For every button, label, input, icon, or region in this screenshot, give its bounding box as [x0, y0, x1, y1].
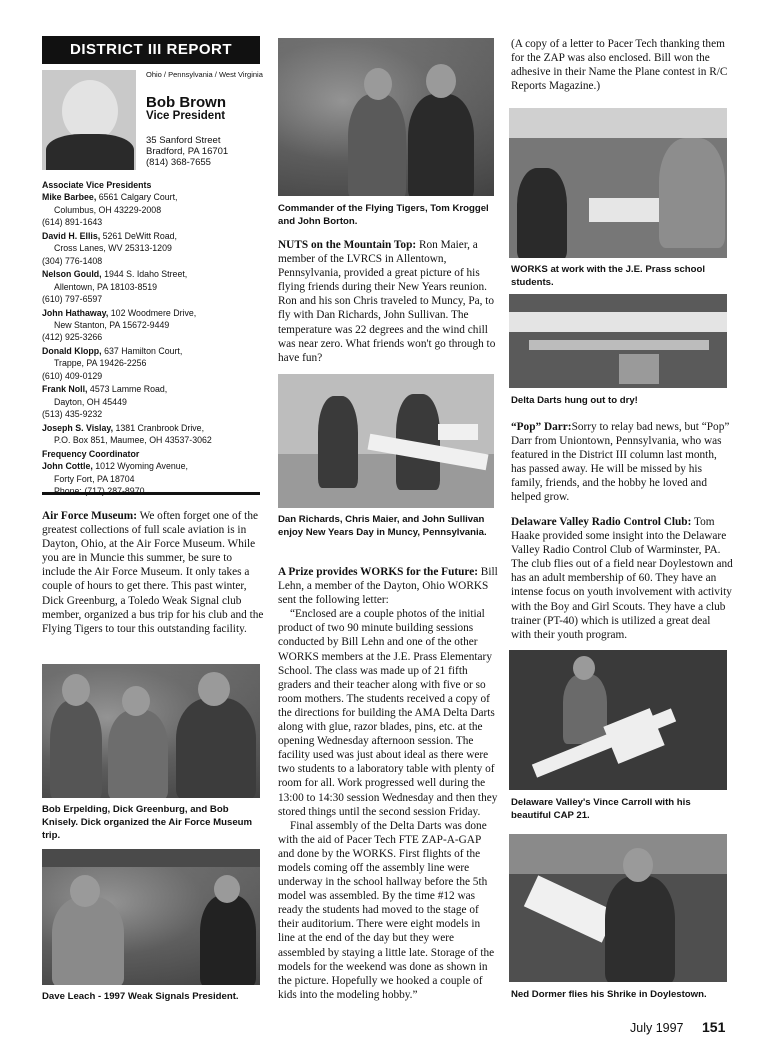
delaware-valley-text: Tom Haake provided some insight into the Delaware Valley Radio Control Club of Warminster, PA. The club flies out of a field near Doylestown and has an adult membership of 60. They have an intense focus on youth involvement with activity with the Boy and Girl Scouts. They have a club trainer (PT-40) which is utilized a great deal with their youth program.: [511, 516, 733, 641]
pop-darr-article: [511, 420, 733, 505]
vince-carroll-caption: Delaware Valley's Vince Carroll with his beautiful CAP 21.: [511, 797, 691, 821]
associate-vp-entry: [42, 345, 262, 382]
associate-vp-street: 4573 Lamme Road,: [89, 384, 168, 395]
associate-vp-city: Dayton, OH 45449: [54, 396, 127, 407]
associate-vp-phone: (614) 891-1643: [42, 217, 103, 228]
frequency-coordinator-city: Forty Fort, PA 18704: [54, 473, 135, 484]
associate-vp-list: [42, 179, 262, 499]
frequency-coordinator-heading: Frequency Coordinator: [42, 448, 140, 459]
vp-phone: (814) 368-7655: [146, 157, 211, 168]
associate-vp-entry: [42, 268, 262, 305]
new-years-muncy-caption: Dan Richards, Chris Maier, and John Sullivan enjoy New Years Day in Muncy, Pennsylvania.: [278, 514, 487, 538]
page-number: 151: [702, 1019, 726, 1035]
section-divider: [42, 492, 260, 495]
vince-carroll-photo: [509, 650, 727, 790]
associate-vp-phone: (412) 925-3266: [42, 332, 103, 343]
vp-address-line1: 35 Sanford Street: [146, 135, 221, 146]
museum-group-caption: Bob Erpelding, Dick Greenburg, and Bob Knisely. Dick organized the Air Force Museum trip.: [42, 804, 253, 841]
associate-vp-name: John Hathaway,: [42, 307, 109, 318]
associate-vp-phone: (304) 776-1408: [42, 255, 103, 266]
works-letter-paragraph-2: Final assembly of the Delta Darts was done with the aid of Pacer Tech FTE ZAP-A-GAP and done by the WORKS. First flights of the models coming off the assembly line were underway in the school hallway before the 5th model was assembled. By the time #12 was ready the students had moved to the stage of their auditorium. There were eight models in line at the end of the day but they were assembled by staying a little late. Storage of the models for the weekend was done as shown in the picture. Hopefully we hooked a couple of kids into the modeling hobby.”: [278, 819, 495, 1001]
flying-tigers-photo: [278, 38, 494, 196]
vp-name: Bob Brown: [146, 94, 226, 111]
new-years-muncy-photo: [278, 374, 494, 508]
associate-vp-street: 1381 Cranbrook Drive,: [115, 422, 205, 433]
associate-vp-street: 6561 Calgary Court,: [98, 192, 178, 203]
associate-vp-name: Nelson Gould,: [42, 269, 102, 280]
associate-vp-city: Allentown, PA 18103-8519: [54, 281, 158, 292]
delaware-valley-article: [511, 515, 733, 642]
district-report-title: DISTRICT III REPORT: [42, 36, 260, 64]
nuts-mountain-article: [278, 238, 498, 365]
frequency-coordinator-street: 1012 Wyoming Avenue,: [95, 461, 188, 472]
flying-tigers-caption: Commander of the Flying Tigers, Tom Kroggel and John Borton.: [278, 203, 489, 227]
air-force-museum-heading: Air Force Museum:: [42, 510, 137, 522]
associate-vp-street: 637 Hamilton Court,: [104, 346, 183, 357]
ned-dormer-photo: [509, 834, 727, 982]
delta-darts-caption: Delta Darts hung out to dry!: [511, 395, 638, 406]
pop-darr-heading: “Pop” Darr:: [511, 421, 572, 433]
associate-vp-entry: [42, 230, 262, 267]
associate-vp-city: Cross Lanes, WV 25313-1209: [54, 243, 172, 254]
dave-leach-photo: [42, 849, 260, 985]
associate-vp-city: Trappe, PA 19426-2256: [54, 358, 147, 369]
associate-vp-heading: Associate Vice Presidents: [42, 180, 152, 190]
bob-brown-portrait: [42, 70, 136, 170]
associate-vp-name: Frank Noll,: [42, 384, 88, 395]
pacer-tech-note: (A copy of a letter to Pacer Tech thanking them for the ZAP was also enclosed. Bill won the adhesive in their Name the Plane contest in R/C Reports Magazine.): [511, 38, 728, 93]
delta-darts-photo: [509, 294, 727, 388]
associate-vp-city: P.O. Box 851, Maumee, OH 43537-3062: [54, 435, 212, 446]
district-states: Ohio / Pennsylvania / West Virginia: [146, 70, 263, 79]
associate-vp-name: Mike Barbee,: [42, 192, 97, 203]
pop-darr-text: Sorry to relay bad news, but “Pop” Darr from Uniontown, Pennsylvania, who was featured in the District III column last month, has passed away. He will be missed by his family, friends, and the hobby he loved and helped grow.: [511, 421, 730, 504]
works-classroom-caption: WORKS at work with the J.E. Prass school students.: [511, 264, 706, 288]
works-classroom-photo: [509, 108, 727, 258]
associate-vp-name: David H. Ellis,: [42, 230, 101, 241]
museum-group-photo: [42, 664, 260, 798]
associate-vp-entry: [42, 422, 262, 447]
associate-vp-name: Donald Klopp,: [42, 346, 102, 357]
delaware-valley-heading: Delaware Valley Radio Control Club:: [511, 516, 692, 528]
air-force-museum-article: [42, 509, 264, 636]
works-prize-heading: A Prize provides WORKS for the Future:: [278, 566, 478, 578]
associate-vp-city: Columbus, OH 43229-2008: [54, 204, 162, 215]
associate-vp-city: New Stanton, PA 15672-9449: [54, 320, 170, 331]
works-prize-intro: Bill Lehn, a member of the Dayton, Ohio WORKS sent the following letter:: [278, 566, 498, 607]
issue-date: July 1997: [630, 1021, 684, 1035]
nuts-mountain-heading: NUTS on the Mountain Top:: [278, 239, 417, 251]
associate-vp-entry: [42, 307, 262, 344]
dave-leach-caption: Dave Leach - 1997 Weak Signals President.: [42, 991, 239, 1002]
associate-vp-name: Joseph S. Vislay,: [42, 422, 114, 433]
associate-vp-street: 1944 S. Idaho Street,: [104, 269, 188, 280]
associate-vp-phone: (513) 435-9232: [42, 409, 103, 420]
works-letter-paragraph-1: “Enclosed are a couple photos of the initial product of two 90 minute building sessions conducted by Bill Lehn and one of the other WORKS members at the J.E. Prass Elementary School. The class was made up of 21 fifth graders and their teacher along with five or so room mothers. The students received a copy of the directions for building the AMA Delta Darts along with glue, razor blades, pins, etc. at the opening Wednesday afternoon session. The facility used was just about ideal as there were two students to a laboratory table with plenty of room for all. Work progressed well during the 13:00 to 14:30 session Wednesday and then they stored things until the second session Friday.: [278, 608, 498, 818]
vp-address-line2: Bradford, PA 16701: [146, 146, 229, 157]
associate-vp-phone: (610) 797-6597: [42, 294, 103, 305]
vp-title: Vice President: [146, 110, 226, 122]
nuts-mountain-text: Ron Maier, a member of the LVRCS in Allentown, Pennsylvania, provided a great picture of his flying friends during their New Years reunion. Ron and his son Chris traveled to Muncy, Pa, to fly with Dan Richards, John Sullivan. The temperature was 22 degrees and the wind chill was near zero. What friends won't go through to have fun?: [278, 239, 496, 364]
ned-dormer-caption: Ned Dormer flies his Shrike in Doylestown.: [511, 989, 707, 1000]
magazine-page: [8, 4, 766, 1048]
works-prize-article: [278, 565, 498, 1002]
associate-vp-entry: [42, 383, 262, 420]
associate-vp-phone: (610) 409-0129: [42, 370, 103, 381]
associate-vp-street: 102 Woodmere Drive,: [110, 307, 197, 318]
frequency-coordinator-name: John Cottle,: [42, 461, 93, 472]
associate-vp-entry: [42, 191, 262, 228]
air-force-museum-text: We often forget one of the greatest collections of full scale aviation is in Dayton, Ohio, at the Air Force Museum. While you are in Muncie this summer, be sure to include the Air Force Museum. It only takes a couple of hours to get there. This past winter, Dick Greenburg, a Toledo Weak Signal club member, organized a bus trip for his club and the Flying Tigers to tour this outstanding facility.: [42, 510, 264, 635]
associate-vp-street: 5261 DeWitt Road,: [102, 230, 177, 241]
